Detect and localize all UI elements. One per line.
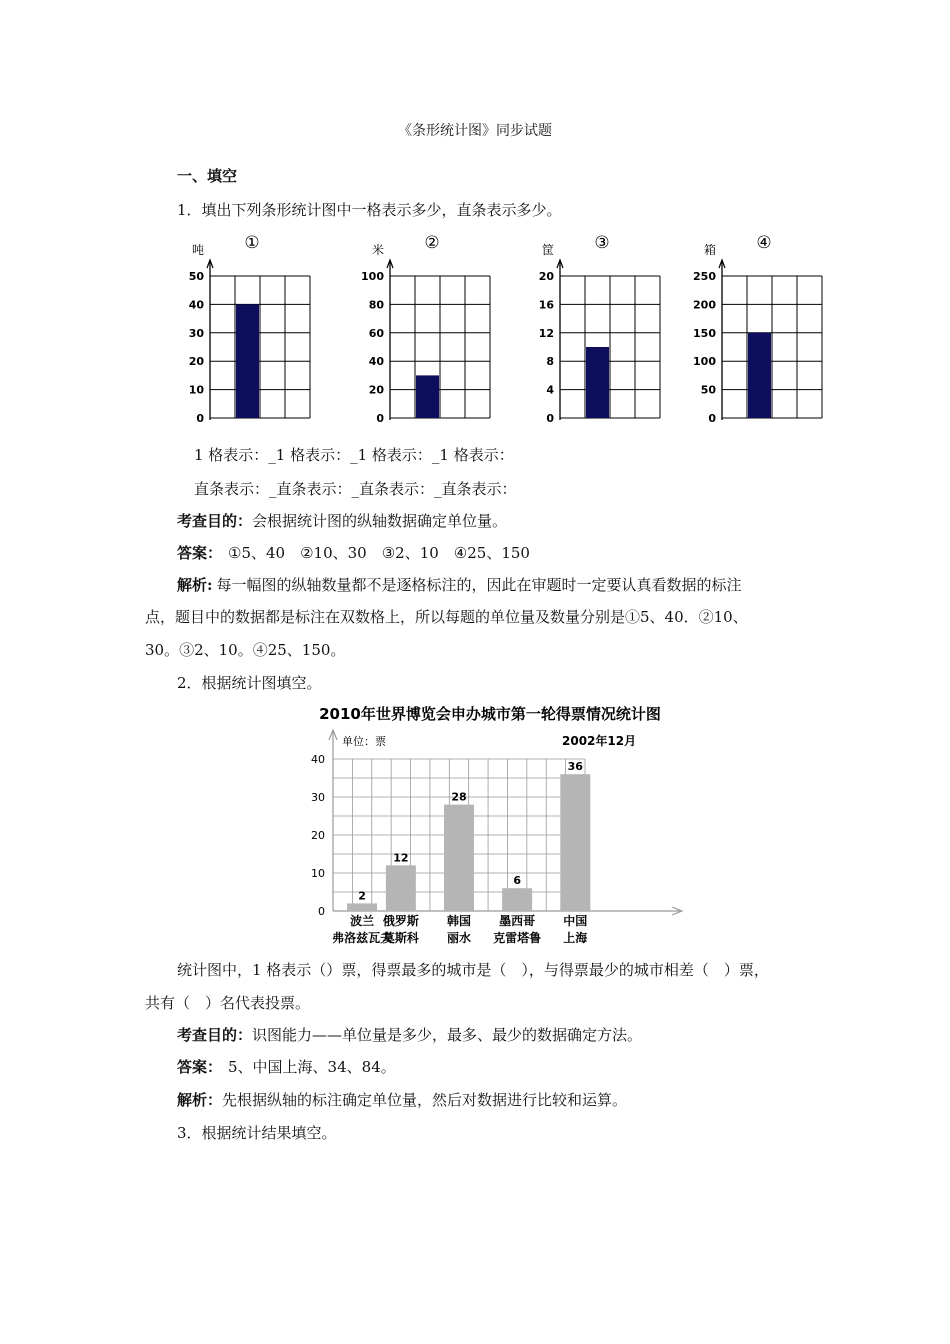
- chart-marker: ①: [244, 233, 260, 253]
- y-tick-label: 150: [693, 326, 716, 340]
- y-tick-label: 250: [693, 270, 716, 283]
- unit-label: 筐: [541, 243, 554, 257]
- category-label-line1: 中国: [563, 914, 588, 928]
- bar: [502, 888, 532, 911]
- unit-label: 吨: [191, 243, 204, 257]
- q2-analysis-text: 先根据纵轴的标注确定单位量，然后对数据进行比较和运算。: [222, 1091, 628, 1109]
- q1-answer-text: ①5、40 ②10、30 ③2、10 ④25、150: [228, 544, 530, 562]
- y-tick-label: 20: [188, 355, 204, 369]
- y-tick-label: 0: [196, 412, 204, 425]
- q1-bar-line: 直条表示：_直条表示：_直条表示：_直条表示：: [194, 480, 517, 498]
- question-3-prompt: 3．根据统计结果填空。: [177, 1124, 337, 1142]
- y-tick-label: 30: [311, 791, 325, 804]
- y-tick-label: 12: [538, 326, 554, 340]
- q1-analysis-text-1: 每一幅图的纵轴数量都不是逐格标注的，因此在审题时一定要认真看数据的标注: [216, 576, 742, 594]
- q1-analysis-2: 点，题目中的数据都是标注在双数格上，所以每题的单位量及数量分别是①5、40．②10、: [145, 608, 748, 626]
- y-tick-label: 20: [311, 829, 325, 842]
- expo-chart-title: 2010年世界博览会申办城市第一轮得票情况统计图: [319, 705, 661, 723]
- category-label-line2: 上海: [563, 931, 588, 945]
- q2-analysis: [177, 1090, 627, 1110]
- bar: [386, 865, 416, 911]
- bar: [444, 805, 474, 911]
- y-tick-label: 50: [700, 383, 716, 397]
- q2-purpose-text: 识图能力——单位量是多少，最多、最少的数据确定方法。: [252, 1026, 643, 1044]
- category-label-line2: 丽水: [446, 931, 472, 945]
- y-tick-label: 0: [376, 412, 384, 425]
- y-tick-label: 20: [368, 383, 384, 397]
- category-label-line1: 波兰: [350, 914, 375, 928]
- data-label: 6: [513, 874, 521, 888]
- y-tick-label: 100: [693, 355, 716, 369]
- q1-purpose-text: 会根据统计图的纵轴数据确定单位量。: [252, 512, 508, 530]
- unit-label: 米: [371, 243, 384, 257]
- y-tick-label: 8: [546, 355, 554, 369]
- q2-purpose: [177, 1025, 642, 1045]
- unit-label: 箱: [703, 243, 716, 257]
- category-label-line1: 韩国: [446, 914, 472, 928]
- expo-unit-label: 单位：票: [342, 735, 386, 748]
- y-tick-label: 10: [188, 383, 204, 397]
- y-tick-label: 100: [361, 270, 384, 283]
- q1-unit-line: 1 格表示：_1 格表示：_1 格表示：_1 格表示：: [194, 446, 514, 464]
- q1-analysis-3: 30。③2、10。④25、150。: [145, 641, 346, 659]
- category-label-line2: 弗洛兹瓦夫: [332, 931, 393, 945]
- y-tick-label: 40: [188, 298, 204, 312]
- y-tick-label: 20: [538, 270, 554, 283]
- chart-marker: ②: [424, 233, 440, 253]
- q1-answer-label: 答案：: [177, 544, 223, 562]
- bar: [560, 774, 590, 911]
- q2-answer-text: 5、中国上海、34、84。: [228, 1058, 396, 1076]
- y-tick-label: 0: [708, 412, 716, 425]
- bar: [347, 903, 377, 911]
- y-tick-label: 0: [546, 412, 554, 425]
- question-1-prompt: 1．填出下列条形统计图中一格表示多少，直条表示多少。: [177, 201, 562, 219]
- data-label: 2: [358, 889, 366, 903]
- chart-marker: ③: [594, 233, 610, 253]
- document-title: 《条形统计图》同步试题: [398, 123, 552, 139]
- y-tick-label: 40: [368, 355, 384, 369]
- y-tick-label: 60: [368, 326, 384, 340]
- q2-body-1: 统计图中，1 格表示（）票，得票最多的城市是（ ），与得票最少的城市相差（ ）票，: [177, 961, 769, 979]
- q2-analysis-label: 解析：: [177, 1091, 223, 1109]
- category-label-line2: 莫斯科: [382, 931, 419, 945]
- chart-marker: ④: [756, 233, 772, 253]
- q2-purpose-label: 考查目的：: [177, 1026, 253, 1044]
- y-tick-label: 0: [318, 905, 325, 918]
- category-label-line2: 克雷塔鲁: [493, 931, 542, 945]
- data-label: 36: [567, 760, 583, 774]
- q2-answer: [177, 1057, 396, 1077]
- data-label: 28: [451, 790, 467, 804]
- category-label-line1: 俄罗斯: [382, 914, 419, 928]
- y-tick-label: 10: [311, 867, 325, 880]
- question-2-prompt: 2．根据统计图填空。: [177, 674, 322, 692]
- y-tick-label: 4: [546, 383, 554, 397]
- y-tick-label: 30: [188, 326, 204, 340]
- q2-answer-label: 答案：: [177, 1058, 223, 1076]
- data-label: 12: [393, 851, 409, 865]
- q2-body-2: 共有（ ）名代表投票。: [145, 994, 311, 1012]
- y-tick-label: 80: [368, 298, 384, 312]
- q1-purpose-label: 考查目的：: [177, 512, 253, 530]
- section-heading: 一、填空: [177, 167, 238, 185]
- category-label-line1: 墨西哥: [499, 914, 536, 928]
- y-tick-label: 16: [538, 298, 554, 312]
- expo-date-label: 2002年12月: [562, 734, 637, 748]
- y-tick-label: 200: [693, 298, 716, 312]
- q1-analysis-label: 解析:: [177, 576, 213, 594]
- expo-chart-body: [311, 705, 682, 945]
- y-tick-label: 50: [188, 270, 204, 283]
- y-tick-label: 40: [311, 753, 325, 766]
